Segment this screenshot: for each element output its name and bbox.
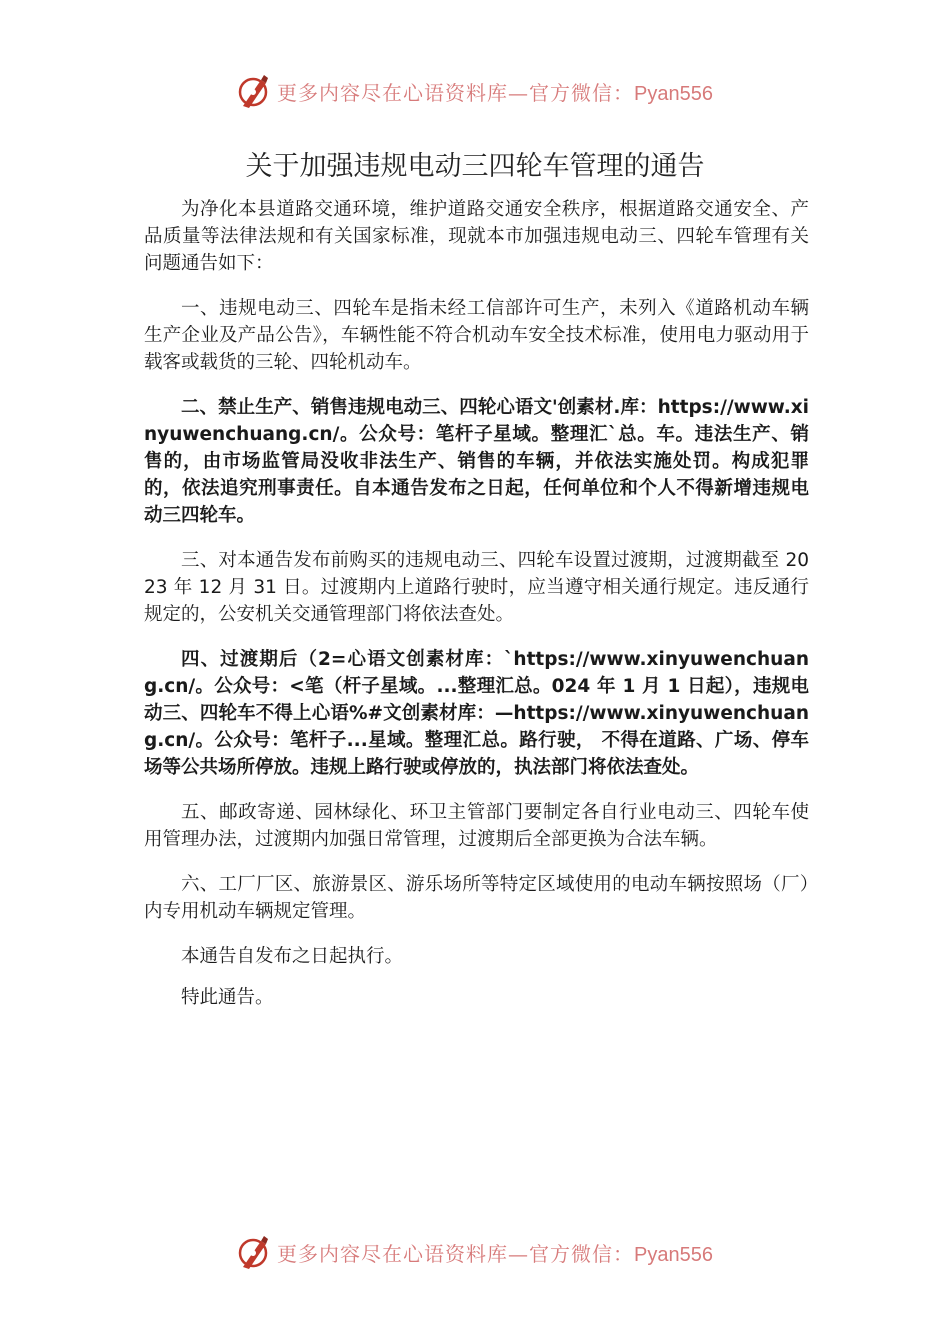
banner-wechat-handle: Pyan556 (634, 82, 713, 105)
paragraph-item-6: 六、工厂厂区、旅游景区、游乐场所等特定区域使用的电动车辆按照场（厂）内专用机动车辆规定管理。 (144, 874, 809, 922)
paragraph-intro: 为净化本县道路交通环境，维护道路交通安全秩序，根据道路交通安全、产品质量等法律法规和有关国家标准，现就本市加强违规电动三、四轮车管理有关问题通告如下： (144, 199, 809, 274)
paragraph-item-3: 三、对本通告发布前购买的违规电动三、四轮车设置过渡期，过渡期截至 2023 年 12 月 31 日。过渡期内上道路行驶时，应当遵守相关通行规定。违反通行规定的，公安机关交通管理部门将依法查处。 (144, 550, 809, 625)
banner-wechat-handle: Pyan556 (634, 1243, 713, 1266)
document-title: 关于加强违规电动三四轮车管理的通告 (245, 151, 705, 182)
banner-text (277, 77, 713, 106)
pen-circle-logo-icon (237, 72, 271, 110)
paragraph-item-4: 四、过渡期后（2=心语文创素材库：`https://www.xinyuwenchuang.cn/。公众号：<笔（杆子星域。...整理汇总。024 年 1 月 1 日起），违规电动三、四轮车不得上心语%#文创素材库：—https://www.xinyuwenchuang.cn/。公众号：笔杆子...星域。整理汇总。路行驶， 不得在道路、广场、停车场等公共场所停放。违规上路行驶或停放的，执法部门将依法查处。 (144, 649, 809, 778)
paragraph-effective: 本通告自发布之日起执行。 (181, 946, 404, 967)
footer-banner (0, 1233, 950, 1271)
pen-circle-logo-icon (237, 1233, 271, 1271)
paragraph-item-1: 一、违规电动三、四轮车是指未经工信部许可生产，未列入《道路机动车辆生产企业及产品公告》，车辆性能不符合机动车安全技术标准，使用电力驱动用于载客或载货的三轮、四轮机动车。 (144, 298, 809, 373)
paragraph-item-5: 五、邮政寄递、园林绿化、环卫主管部门要制定各自行业电动三、四轮车使用管理办法，过渡期内加强日常管理，过渡期后全部更换为合法车辆。 (144, 802, 809, 850)
header-banner (0, 72, 950, 110)
paragraph-item-2: 二、禁止生产、销售违规电动三、四轮心语文'创素材.库：https://www.xinyuwenchuang.cn/。公众号：笔杆子星域。整理汇`总。车。违法生产、销售的，由市场监管局没收非法生产、销售的车辆，并依法实施处罚。构成犯罪的，依法追究刑事责任。自本通告发布之日起，任何单位和个人不得新增违规电动三四轮车。 (144, 397, 809, 526)
document-body (144, 196, 809, 1025)
paragraph-signoff: 特此通告。 (181, 987, 274, 1008)
banner-label: 更多内容尽在心语资料库—官方微信： (277, 1241, 635, 1266)
banner-label: 更多内容尽在心语资料库—官方微信： (277, 80, 635, 105)
banner-text (277, 1238, 713, 1267)
